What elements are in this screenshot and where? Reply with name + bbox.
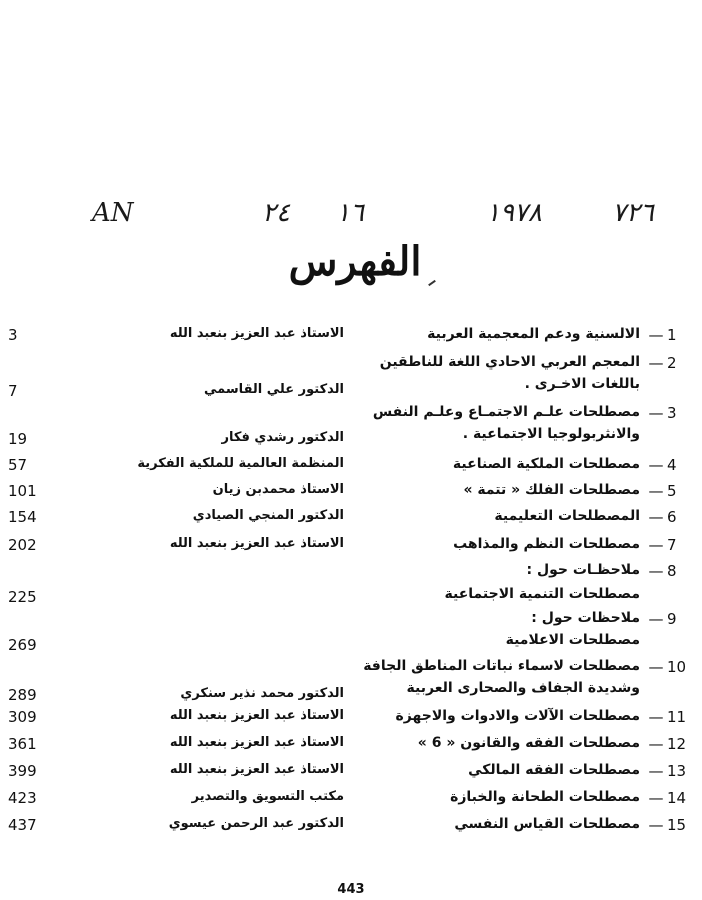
entry-page: 154 [8, 508, 37, 526]
entry-subject: مصطلحات الآلات والادوات والاجهزة [395, 708, 640, 724]
entry-page: 399 [8, 762, 37, 780]
entry-author: المنظمة العالمية للملكية الفكرية [137, 456, 344, 471]
entry-subject: مصطلحات النظم والمذاهب [453, 536, 640, 552]
toc-entry-5 [0, 482, 702, 502]
entry-number: 12 [667, 735, 687, 753]
entry-page: 361 [8, 735, 37, 753]
entry-number: 11 [667, 708, 687, 726]
entry-page: 437 [8, 816, 37, 834]
entry-dash: — [648, 610, 664, 628]
entry-subject-continued: مصطلحات الاعلامية [505, 632, 640, 648]
entry-dash: — [648, 404, 664, 422]
entry-number: 9 [667, 610, 677, 628]
entry-page: 225 [8, 588, 37, 606]
page-title: الفهرس [288, 238, 422, 285]
entry-page: 57 [8, 456, 28, 474]
entry-number: 15 [667, 816, 687, 834]
entry-subject-continued: مصطلحات التنمية الاجتماعية [444, 586, 640, 602]
toc-entry-2 [0, 354, 702, 398]
entry-subject: المعجم العربي الاحادي اللغة للناطقين [379, 354, 640, 370]
handwritten-note-24: ٢٤ [262, 198, 290, 228]
toc-entry-8 [0, 562, 702, 606]
entry-subject: مصطلحات الفقه المالكي [468, 762, 640, 778]
toc-entry-12 [0, 735, 702, 755]
toc-entry-15 [0, 816, 702, 836]
toc-entry-13 [0, 762, 702, 782]
handwritten-note-16: ١٦ [336, 198, 364, 228]
entry-dash: — [648, 762, 664, 780]
entry-page: 101 [8, 482, 37, 500]
entry-number: 14 [667, 789, 687, 807]
handwritten-note-an: AN [92, 198, 134, 228]
entry-author: الدكتور المنجي الصيادي [192, 508, 344, 523]
toc-entry-1 [0, 326, 702, 346]
entry-dash: — [648, 562, 664, 580]
entry-subject: مصطلحات الطحانة والخبازة [450, 789, 640, 805]
entry-page: 7 [8, 382, 18, 400]
entry-page: 19 [8, 430, 28, 448]
entry-number: 6 [667, 508, 677, 526]
entry-subject: مصطلحات لاسماء نباتات المناطق الجافة [363, 658, 640, 674]
entry-dash: — [648, 508, 664, 526]
entry-dash: — [648, 816, 664, 834]
entry-subject-continued: باللغات الاخـرى . [524, 376, 640, 392]
entry-author: الدكتور علي القاسمي [204, 382, 344, 397]
entry-subject: مصطلحات الفقه والقانون « 6 » [417, 735, 640, 751]
handwritten-note-726: ٧٢٦ [612, 198, 654, 228]
entry-dash: — [648, 789, 664, 807]
entry-dash: — [648, 658, 664, 676]
entry-number: 3 [667, 404, 677, 422]
entry-dash: — [648, 536, 664, 554]
entry-number: 5 [667, 482, 677, 500]
toc-entry-14 [0, 789, 702, 809]
entry-number: 7 [667, 536, 677, 554]
toc-entry-9 [0, 610, 702, 654]
toc-entry-10 [0, 658, 702, 702]
entry-author: مكتب التسويق والتصدير [191, 789, 344, 804]
handwritten-note-year: ١٩٧٨ [486, 198, 542, 228]
page-number: 443 [337, 882, 365, 897]
entry-author: الاستاذ عبد العزيز بنعبد الله [169, 735, 344, 750]
entry-number: 4 [667, 456, 677, 474]
entry-number: 13 [667, 762, 687, 780]
entry-page: 269 [8, 636, 37, 654]
entry-dash: — [648, 735, 664, 753]
entry-author: الاستاذ عبد العزيز بنعبد الله [169, 326, 344, 341]
entry-subject: مصطلحات علـم الاجتمـاع وعلـم النفس [372, 404, 640, 420]
entry-dash: — [648, 708, 664, 726]
entry-page: 309 [8, 708, 37, 726]
entry-number: 10 [667, 658, 687, 676]
entry-dash: — [648, 482, 664, 500]
entry-subject-continued: والانثربولوجيا الاجتماعية . [462, 426, 640, 442]
toc-entry-4 [0, 456, 702, 476]
entry-page: 423 [8, 789, 37, 807]
toc-entry-3 [0, 404, 702, 448]
toc-entry-6 [0, 508, 702, 528]
entry-dash: — [648, 354, 664, 372]
entry-author: الدكتور عبد الرحمن عيسوي [168, 816, 344, 831]
entry-subject-continued: وشديدة الجفاف والصحارى العربية [406, 680, 640, 696]
entry-number: 8 [667, 562, 677, 580]
entry-subject: ملاحظـات حول : [526, 562, 640, 578]
entry-author: الاستاذ عبد العزيز بنعبد الله [169, 708, 344, 723]
entry-subject: الالسنية ودعم المعجمية العربية [427, 326, 640, 342]
entry-number: 1 [667, 326, 677, 344]
toc-entry-11 [0, 708, 702, 728]
entry-page: 3 [8, 326, 18, 344]
entry-subject: ملاحظات حول : [531, 610, 640, 626]
entry-author: الاستاذ محمدبن زيان [212, 482, 344, 497]
entry-author: الدكتور محمد نذير سنكري [180, 686, 344, 701]
entry-subject: مصطلحات الملكية الصناعية [452, 456, 640, 472]
entry-dash: — [648, 326, 664, 344]
entry-author: الاستاذ عبد العزيز بنعبد الله [169, 762, 344, 777]
entry-number: 2 [667, 354, 677, 372]
entry-dash: — [648, 456, 664, 474]
entry-subject: مصطلحات القياس النفسي [454, 816, 640, 832]
entry-author: الاستاذ عبد العزيز بنعبد الله [169, 536, 344, 551]
toc-entry-7 [0, 536, 702, 556]
entry-subject: المصطلحات التعليمية [494, 508, 640, 524]
entry-page: 202 [8, 536, 37, 554]
entry-author: الدكتور رشدي فكار [221, 430, 344, 445]
entry-page: 289 [8, 686, 37, 704]
entry-subject: مصطلحات الفلك « تتمة » [463, 482, 640, 498]
